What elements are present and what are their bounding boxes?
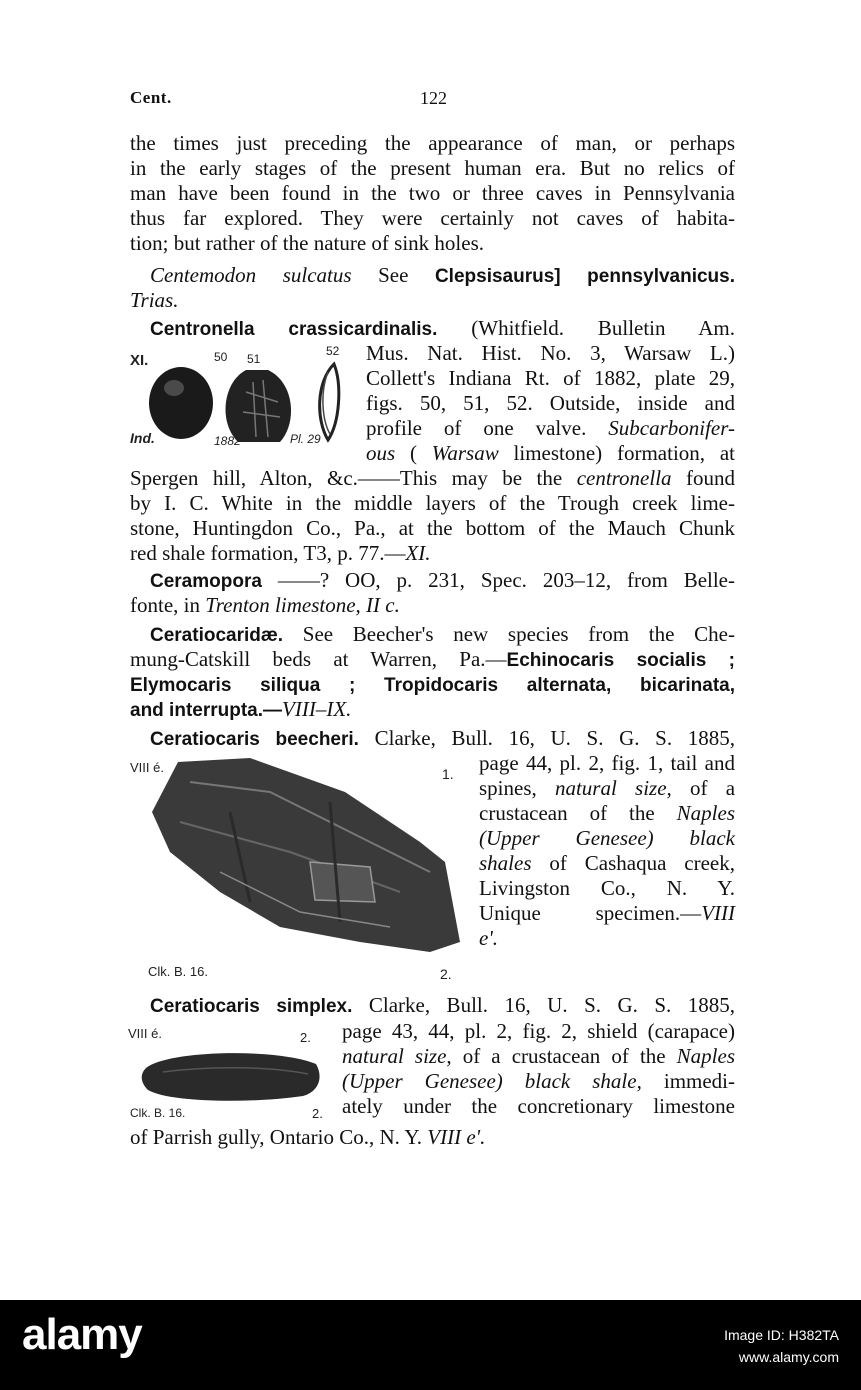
plate-label: XI. bbox=[130, 352, 149, 369]
plate-label: VIII é. bbox=[130, 760, 164, 775]
entry-centronella-side: Mus. Nat. Hist. No. 3, Warsaw L.) Collett's Indiana Rt. of 1882, plate 29, figs. 50, 51, 52. Outside, inside and profile of one valve. Subcarbonifer- ous ( Warsaw limestone) formation, at bbox=[366, 341, 735, 465]
entry-beecheri-side: page 44, pl. 2, fig. 1, tail and spines, natural size, of a crustacean of the Naples (Upper Genesee) black shales of Cashaqua creek, Livingston Co., N. Y. Unique specimen.—VIII e'. bbox=[479, 751, 736, 950]
cross-reference: Clepsisaurus] pennsylvanicus. bbox=[434, 266, 736, 287]
entry-simplex-end: of Parrish gully, Ontario Co., N. Y. VIII e'. bbox=[130, 1125, 486, 1149]
entry-centronella-head: Centronella crassicardinalis. (Whitfield. Bulletin Am. bbox=[150, 316, 735, 340]
intro-paragraph bbox=[130, 131, 735, 256]
fig-number: 52 bbox=[326, 344, 340, 358]
shell-illustration bbox=[128, 342, 358, 454]
fig-number: 1. bbox=[442, 766, 454, 782]
entry-simplex-head: Ceratiocaris simplex. Clarke, Bull. 16, U. S. G. S. 1885, bbox=[150, 993, 736, 1017]
fig-number: 51 bbox=[247, 352, 261, 366]
watermark-footer bbox=[0, 1300, 861, 1390]
fig-caption: 1882 bbox=[214, 434, 241, 448]
image-id: Image ID: H382TA bbox=[724, 1327, 839, 1343]
entry-beecheri-head: Ceratiocaris beecheri. Clarke, Bull. 16, U. S. G. S. 1885, bbox=[150, 726, 736, 750]
text-line: man have been found in the two or three caves in Pennsylvania bbox=[130, 181, 735, 205]
period: Trias. bbox=[130, 288, 179, 312]
fig-caption: Clk. B. 16. bbox=[130, 1106, 186, 1120]
entry-centronella-body: Spergen hill, Alton, &c.——This may be the centronella found by I. C. White in the middle layers of the Trough creek lime- stone, Huntingdon Co., Pa., at the bottom of the Mauch Chunk red shale formation, T3, p. 77.—XI. bbox=[130, 466, 736, 565]
entry-ceratiocaridae: Ceratiocaridæ. See Beecher's new species from the Che- mung-Catskill beds at Warren, Pa.—Echinocaris socialis ; Elymocaris siliqua ; Tropidocaris alternata, bicarinata, and interrupta.—VIII–IX. bbox=[130, 622, 735, 721]
text-line: thus far explored. They were certainly not caves of habita- bbox=[130, 206, 735, 230]
figure-centronella bbox=[128, 342, 358, 454]
page-number: 122 bbox=[420, 88, 447, 108]
fig-caption: Pl. 29 bbox=[290, 432, 321, 446]
fossil-illustration bbox=[130, 752, 465, 984]
brand-logo: alamy bbox=[22, 1310, 142, 1359]
fig-number: 2. bbox=[300, 1030, 311, 1045]
entry-centemodon: Centemodon sulcatus See Clepsisaurus] pennsylvanicus. Trias. bbox=[130, 263, 736, 312]
footer-info bbox=[724, 1324, 839, 1368]
species-name: Ceratiocaris beecheri. bbox=[150, 729, 359, 750]
species-name: Centemodon sulcatus bbox=[150, 263, 352, 287]
species-name: Ceramopora bbox=[150, 571, 262, 592]
plate-label: VIII é. bbox=[128, 1026, 162, 1041]
text-line: in the early stages of the present human era. But no relics of bbox=[130, 156, 735, 180]
site-link[interactable]: www.alamy.com bbox=[738, 1349, 839, 1365]
fig-caption: Ind. bbox=[130, 430, 155, 446]
fig-caption: Clk. B. 16. bbox=[148, 964, 208, 979]
entry-simplex-side: page 43, 44, pl. 2, fig. 2, shield (carapace) natural size, of a crustacean of the Naples (Upper Genesee) black shale, immedi- ately under the concretionary limestone bbox=[342, 1019, 736, 1118]
fig-number: 2. bbox=[312, 1106, 323, 1121]
fig-number: 2. bbox=[440, 966, 452, 982]
running-head bbox=[130, 88, 735, 112]
family-name: Ceratiocaridæ. bbox=[150, 625, 284, 646]
species-name: Centronella crassicardinalis. bbox=[150, 319, 438, 340]
section-heading: Cent. bbox=[130, 88, 172, 107]
text-line: tion; but rather of the nature of sink holes. bbox=[130, 231, 484, 255]
figure-beecheri bbox=[130, 752, 465, 984]
fig-number: 50 bbox=[214, 350, 228, 364]
text-line: the times just preceding the appearance of man, or perhaps bbox=[130, 131, 735, 155]
entry-ceramopora: Ceramopora ——? OO, p. 231, Spec. 203–12, from Belle- fonte, in Trenton limestone, II c. bbox=[130, 568, 735, 617]
figure-simplex bbox=[128, 1020, 338, 1122]
species-name: Ceratiocaris simplex. bbox=[150, 996, 353, 1017]
